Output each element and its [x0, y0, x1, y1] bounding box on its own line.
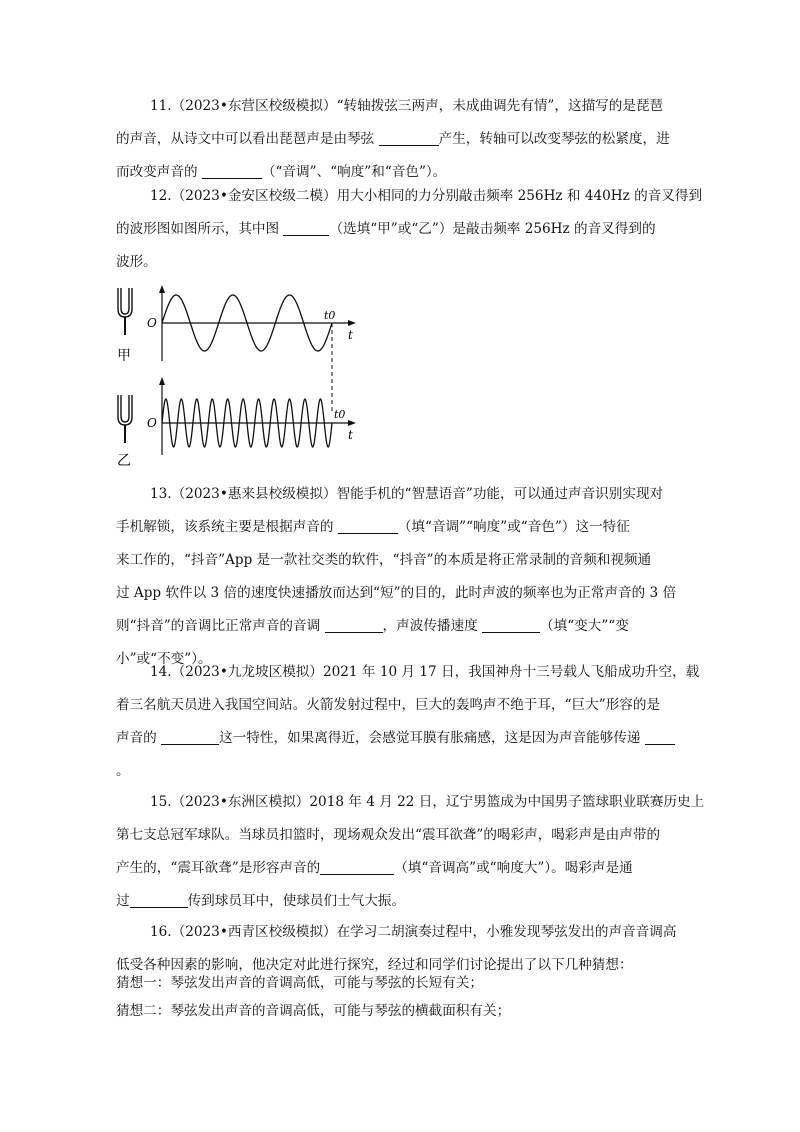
- time-axis-label: t: [348, 328, 353, 342]
- question-text: （2023•东洲区模拟）2018 年 4 月 22 日，辽宁男篮成为中国男子篮球职业联赛历史上: [171, 794, 705, 810]
- tuning-fork-icon: [118, 288, 132, 335]
- question-number: 15.: [150, 794, 172, 810]
- answer-blank[interactable]: [482, 617, 540, 633]
- question-text: （2023•西青区校级模拟）在学习二胡演奏过程中，小雅发现琴弦发出的声音音调高: [171, 924, 677, 940]
- answer-blank[interactable]: [161, 729, 219, 745]
- question-text: （2023•东营区校级模拟）“转轴拨弦三两声，未成曲调先有情”，这描写的是琵琶: [171, 98, 664, 114]
- origin-label: O: [147, 316, 157, 330]
- question-number: 13.: [150, 486, 172, 502]
- guess-2: 猜想二：琴弦发出声音的音调高低，可能与琴弦的横截面积有关；: [116, 1003, 511, 1019]
- question-text: （2023•金安区校级二模）用大小相同的力分别敲击频率 256Hz 和 440Hz 的音叉得到: [171, 188, 703, 204]
- t0-label: t0: [324, 309, 336, 322]
- question-15: 15.（2023•东洲区模拟）2018 年 4 月 22 日，辽宁男篮成为中国男子篮球职业联赛历史上 第七支总冠军球队。当球员扣篮时，现场观众发出“震耳欲聋”的喝彩声，喝彩声是由声带的 产生的，“震耳欲聋”是形容声音的 （填“音调高”或“响度大”）。喝彩声是通 过 传到球员耳中，使球员们士气大振。: [116, 794, 705, 909]
- question-number: 11.: [150, 98, 172, 114]
- question-number: 16.: [150, 924, 172, 940]
- question-16: 16.（2023•西青区校级模拟）在学习二胡演奏过程中，小雅发现琴弦发出的声音音调高 低受各种因素的影响，他决定对此进行探究，经过和同学们讨论提出了以下几种猜想：: [116, 924, 677, 973]
- question-number: 12.: [150, 188, 172, 204]
- answer-blank[interactable]: [130, 892, 188, 908]
- question-text: （2023•九龙坡区模拟）2021 年 10 月 17 日，我国神舟十三号载人飞船成功升空，载: [171, 664, 700, 680]
- question-number: 14.: [150, 664, 172, 680]
- answer-blank[interactable]: [320, 859, 394, 875]
- guess-1: 猜想一：琴弦发出声音的音调高低，可能与琴弦的长短有关；: [116, 975, 484, 991]
- answer-blank[interactable]: [379, 130, 439, 146]
- waveform-figure: [112, 283, 372, 473]
- answer-blank[interactable]: [338, 518, 398, 534]
- figure-label-yi: 乙: [117, 453, 131, 469]
- question-12: 12.（2023•金安区校级二模）用大小相同的力分别敲击频率 256Hz 和 440Hz 的音叉得到 的波形图如图所示，其中图 （选填“甲”或“乙”）是敲击频率 256Hz 的音叉得到的 波形。: [116, 188, 703, 270]
- t0-label: t0: [334, 408, 346, 421]
- question-11: 11.（2023•东营区校级模拟）“转轴拨弦三两声，未成曲调先有情”，这描写的是琵琶 的声音，从诗文中可以看出琵琶声是由琴弦 产生，转轴可以改变琴弦的松紧度，进 而改变声音的 （“音调”、“响度”和“音色”）。: [116, 98, 670, 180]
- answer-blank[interactable]: [325, 617, 383, 633]
- answer-blank[interactable]: [645, 729, 675, 745]
- answer-blank[interactable]: [283, 220, 329, 236]
- time-axis-label: t: [348, 428, 353, 442]
- answer-blank[interactable]: [202, 163, 262, 179]
- question-text: （2023•惠来县校级模拟）智能手机的“智慧语音”功能，可以通过声音识别实现对: [171, 486, 664, 502]
- figure-label-jia: 甲: [117, 348, 131, 364]
- question-13: 13.（2023•惠来县校级模拟）智能手机的“智慧语音”功能，可以通过声音识别实现对 手机解锁，该系统主要是根据声音的 （填“音调”“响度”或“音色”）这一特征 来工作的，“抖音”App 是一款社交类的软件，“抖音”的本质是将正常录制的音频和视频通 过 App 软件以 3 倍的速度快速播放而达到“短”的目的，此时声波的频率也为正常声音的 3 倍 则“抖音”的音调比正常声音的音调 ，声波传播速度 （填“变大”“变 小”或“不变”）。: [116, 486, 677, 667]
- tuning-fork-icon: [118, 395, 132, 443]
- origin-label: O: [147, 416, 157, 430]
- question-14: 14.（2023•九龙坡区模拟）2021 年 10 月 17 日，我国神舟十三号载人飞船成功升空，载 着三名航天员进入我国空间站。火箭发射过程中，巨大的轰鸣声不绝于耳，“巨大”形容的是 声音的 这一特性，如果离得近，会感觉耳膜有胀痛感，这是因为声音能够传递 。: [116, 664, 700, 779]
